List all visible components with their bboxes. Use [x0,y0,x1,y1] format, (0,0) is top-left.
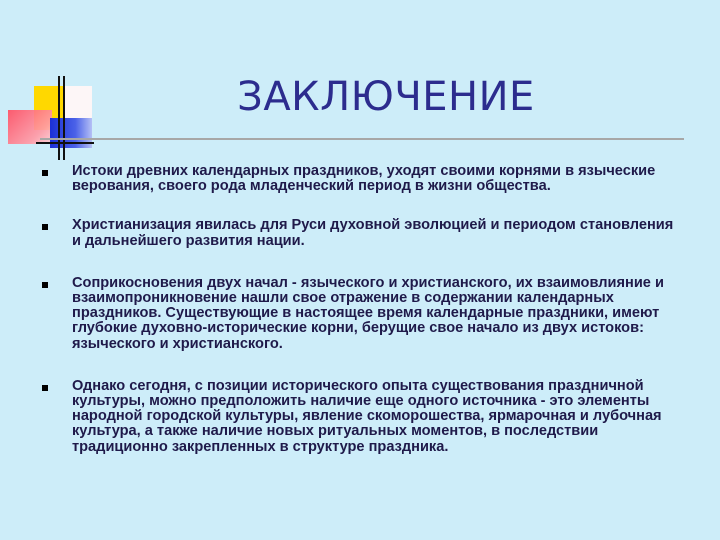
vertical-line [58,76,60,160]
square-bullet-icon [42,170,48,176]
vertical-line [63,76,65,160]
list-item [40,276,676,352]
list-item-text: Христианизация явилась для Руси духовной эволюцией и периодом становления и дальнейшего развития нации. [72,217,674,249]
list-item [40,379,676,455]
slide-title: ЗАКЛЮЧЕНИЕ [237,74,535,120]
list-item [40,164,676,194]
list-item-text: Истоки древних календарных праздников, уходят своими корнями в языческие верования, своего рода младенческий период в жизни общества. [72,163,656,195]
square-bullet-icon [42,282,48,288]
title-divider [40,138,684,140]
square-bullet-icon [42,385,48,391]
square-bullet-icon [42,224,48,230]
list-item-text: Соприкосновения двух начал - языческого и христианского, их взаимовлияние и взаимопроникновение нашли свое отражение в содержании календарных праздников. Существующие в настоящее время календарные праздники, имеют глубокие духовно-исторические корни, берущие свое начало из двух истоков: языческого и христианского. [72,274,664,352]
bullet-list [40,164,676,455]
horizontal-line [36,142,94,144]
list-item [40,218,676,248]
white-square [64,86,92,120]
list-item-text: Однако сегодня, с позиции исторического опыта существования праздничной культуры, можно предположить наличие еще одного источника - это элементы народной городской культуры, явление скоморошества, ярмарочная и лубочная культура, а также наличие новых ритуальных моментов, в последствии традиционно закрепленных в структуре праздника. [72,377,662,455]
